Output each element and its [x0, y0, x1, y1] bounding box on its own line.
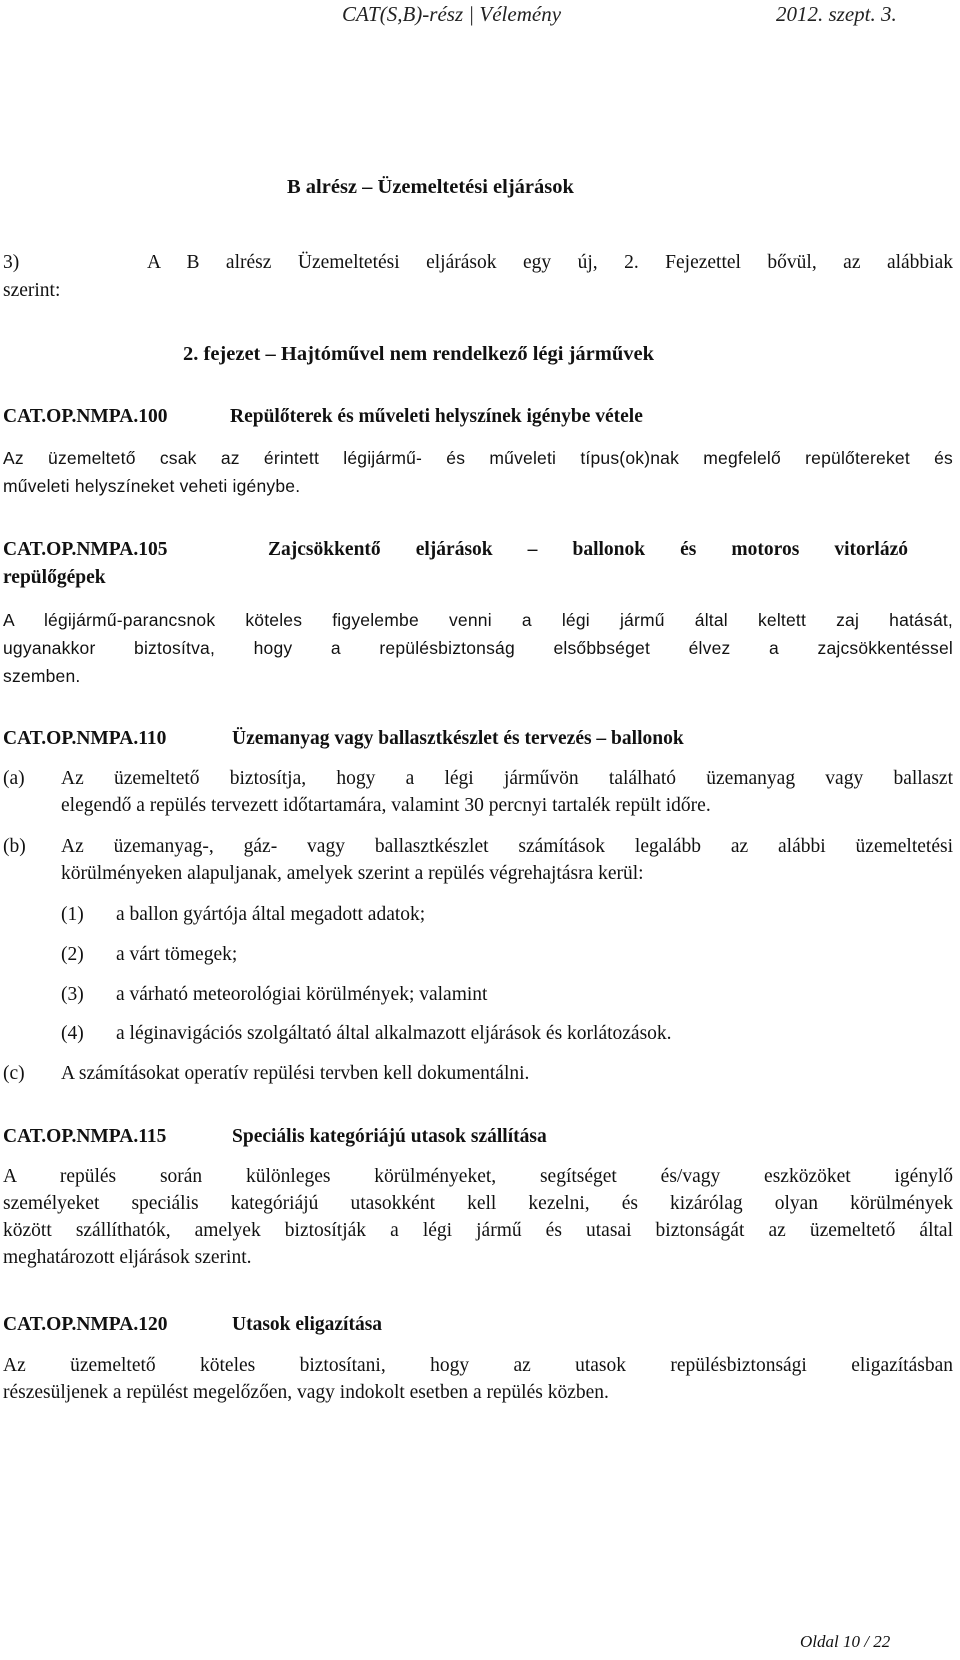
item-a-text-cont: elegendő a repülés tervezett időtartamára, valamint 30 percnyi tartalék repült időre. — [61, 795, 711, 816]
section-title-100: Repülőterek és műveleti helyszínek igénybe vétele — [230, 406, 643, 427]
page-number: Oldal 10 / 22 — [800, 1632, 891, 1651]
section-code-105: CAT.OP.NMPA.105 — [3, 539, 168, 560]
subitem-text: a várható meteorológiai körülmények; valamint — [116, 984, 488, 1005]
section-title-110: Üzemanyag vagy ballasztkészlet és tervezés – ballonok — [232, 728, 684, 749]
subitem-label: (2) — [61, 944, 84, 965]
amendment-text: A B alrész Üzemeltetési eljárások egy új, 2. Fejezettel bővül, az alábbiak — [147, 252, 953, 273]
subitem-text: a ballon gyártója által megadott adatok; — [116, 904, 426, 925]
header-title: CAT(S,B)-rész | Vélemény — [342, 2, 562, 26]
section-text-115: A repülés során különleges körülményeket, segítséget és/vagy eszközöket igénylő — [3, 1166, 953, 1187]
item-b-text-cont: körülményeken alapuljanak, amelyek szerint a repülés végrehajtásra kerül: — [61, 863, 644, 884]
section-text-115-line2: személyeket speciális kategóriájú utasokként kell kezelni, és kizárólag olyan körülmények — [3, 1193, 953, 1214]
section-title-120: Utasok eligazítása — [232, 1314, 383, 1335]
item-b-label: (b) — [3, 836, 26, 857]
subitem-label: (3) — [61, 984, 84, 1005]
chapter-title: 2. fejezet – Hajtóművel nem rendelkező légi járművek — [183, 343, 654, 365]
section-code-120: CAT.OP.NMPA.120 — [3, 1314, 168, 1335]
section-text-120-cont: részesüljenek a repülést megelőzően, vagy indokolt esetben a repülés közben. — [3, 1382, 609, 1403]
subitem-text: a várt tömegek; — [116, 944, 238, 965]
subitem-label: (1) — [61, 904, 84, 925]
item-c-label: (c) — [3, 1063, 25, 1084]
section-title-115: Speciális kategóriájú utasok szállítása — [232, 1126, 547, 1147]
amendment-text-cont: szerint: — [3, 280, 61, 301]
section-code-100: CAT.OP.NMPA.100 — [3, 406, 168, 427]
item-a-text: Az üzemeltető biztosítja, hogy a légi járművön található üzemanyag vagy ballaszt — [61, 768, 953, 789]
section-title-105-cont: repülőgépek — [3, 567, 106, 588]
amendment-number: 3) — [3, 252, 20, 273]
section-text-115-line3: között szállíthatók, amelyek biztosítják a légi jármű és utasai biztonságát az üzemeltető által — [3, 1220, 953, 1241]
item-b-text: Az üzemanyag-, gáz- vagy ballasztkészlet számítások legalább az alábbi üzemeltetési — [61, 836, 953, 857]
section-text-100-cont: műveleti helyszíneket veheti igénybe. — [3, 476, 301, 496]
item-a-label: (a) — [3, 768, 25, 789]
section-text-115-line4: meghatározott eljárások szerint. — [3, 1247, 252, 1268]
section-text-100: Az üzemeltető csak az érintett légijármű- és műveleti típus(ok)nak megfelelő repülőtereket és — [3, 448, 953, 468]
section-title-105: Zajcsökkentő eljárások – ballonok és motoros vitorlázó — [268, 539, 908, 560]
section-text-120: Az üzemeltető köteles biztosítani, hogy az utasok repülésbiztonsági eligazításban — [3, 1355, 953, 1376]
section-code-110: CAT.OP.NMPA.110 — [3, 728, 167, 749]
section-text-105-line3: szemben. — [3, 666, 81, 686]
item-c-text: A számításokat operatív repülési tervben kell dokumentálni. — [61, 1063, 530, 1084]
section-text-105: A légijármű-parancsnok köteles figyelembe venni a légi jármű által keltett zaj hatását, — [3, 610, 953, 630]
subitem-text: a léginavigációs szolgáltató által alkalmazott eljárások és korlátozások. — [116, 1023, 672, 1044]
subpart-title: B alrész – Üzemeltetési eljárások — [287, 176, 574, 198]
subitem-label: (4) — [61, 1023, 84, 1044]
section-code-115: CAT.OP.NMPA.115 — [3, 1126, 167, 1147]
section-text-105-line2: ugyanakkor biztosítva, hogy a repülésbiztonság elsőbbséget élvez a zajcsökkentéssel — [3, 638, 953, 658]
header-date: 2012. szept. 3. — [776, 2, 897, 26]
